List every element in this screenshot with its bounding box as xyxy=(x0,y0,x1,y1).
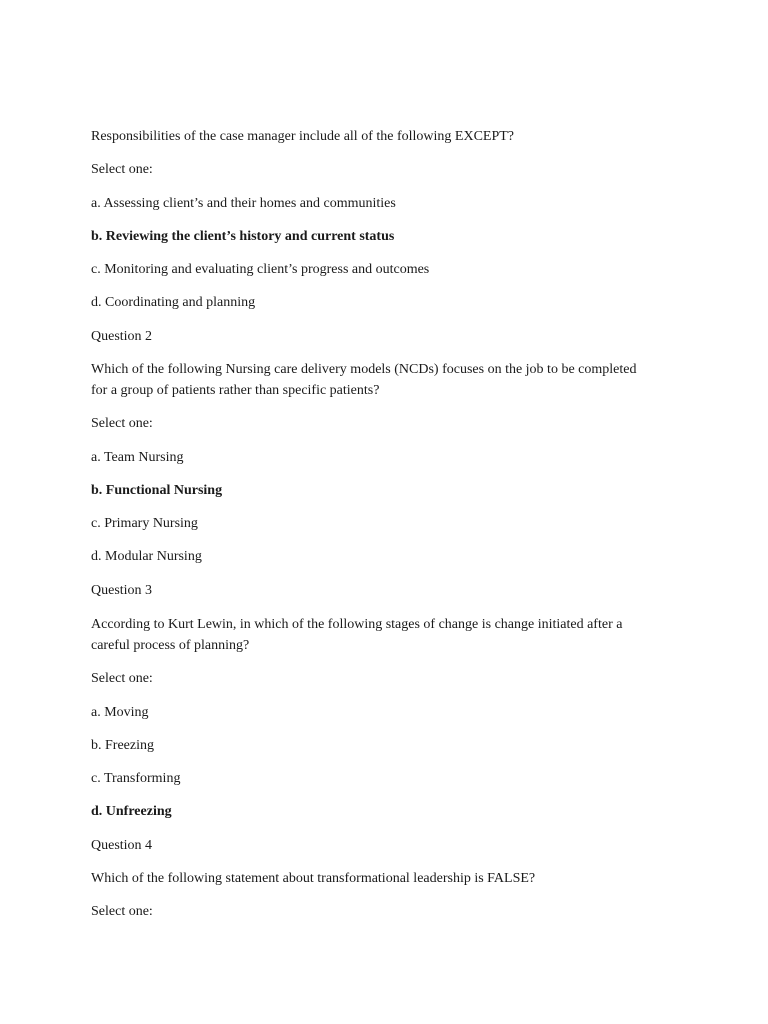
question-1-option-b: b. Reviewing the client’s history and current status xyxy=(91,229,395,244)
question-2-prompt-line-2: for a group of patients rather than specific patients? xyxy=(91,383,380,398)
question-3-prompt-line-1: According to Kurt Lewin, in which of the following stages of change is change initiated after a xyxy=(91,617,623,632)
question-2-heading: Question 2 xyxy=(91,329,153,344)
question-4-prompt: Which of the following statement about transformational leadership is FALSE? xyxy=(91,871,536,886)
question-4-heading: Question 4 xyxy=(91,838,153,853)
question-2-prompt-line-1: Which of the following Nursing care delivery models (NCDs) focuses on the job to be completed xyxy=(91,362,637,377)
question-1-instruction: Select one: xyxy=(91,162,153,177)
question-2-option-b: b. Functional Nursing xyxy=(91,483,223,498)
question-3-heading: Question 3 xyxy=(91,583,153,598)
question-2-option-a: a. Team Nursing xyxy=(91,450,184,465)
question-3-option-a: a. Moving xyxy=(91,705,149,720)
question-3-option-c: c. Transforming xyxy=(91,771,181,786)
question-2-instruction: Select one: xyxy=(91,416,153,431)
question-3-option-b: b. Freezing xyxy=(91,738,154,753)
question-1-prompt: Responsibilities of the case manager include all of the following EXCEPT? xyxy=(91,129,515,144)
question-3-prompt-line-2: careful process of planning? xyxy=(91,638,250,653)
question-2-option-c: c. Primary Nursing xyxy=(91,516,198,531)
question-1-option-a: a. Assessing client’s and their homes and communities xyxy=(91,196,396,211)
question-3-option-d: d. Unfreezing xyxy=(91,804,172,819)
question-2-option-d: d. Modular Nursing xyxy=(91,549,202,564)
question-1-option-d: d. Coordinating and planning xyxy=(91,295,256,310)
question-3-instruction: Select one: xyxy=(91,671,153,686)
question-4-instruction: Select one: xyxy=(91,904,153,919)
question-1-option-c: c. Monitoring and evaluating client’s progress and outcomes xyxy=(91,262,430,277)
